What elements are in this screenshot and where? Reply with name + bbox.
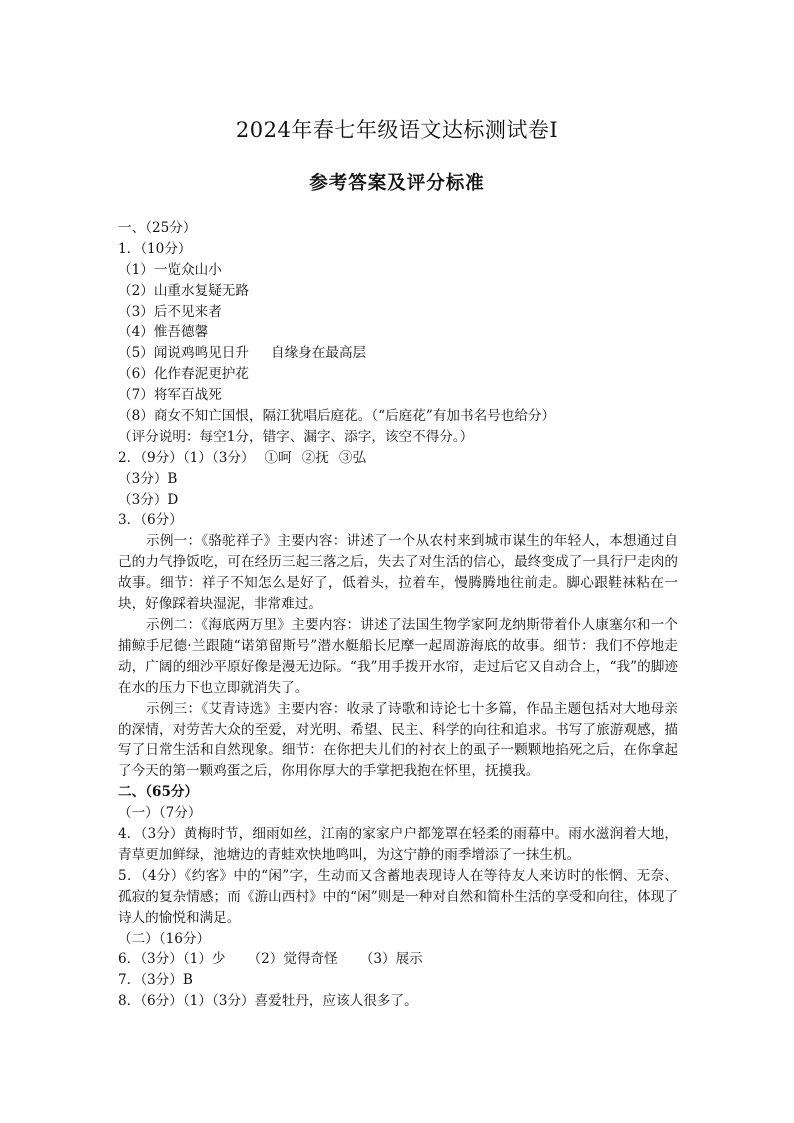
question-1-header: 1．（10分） [118, 240, 192, 257]
question-2 [118, 448, 678, 469]
question-2-part-c: （3分）D [118, 491, 179, 508]
page-subtitle: 参考答案及评分标准 [309, 173, 485, 194]
question-2-header: 2．（9分）（1）（3分） [118, 449, 255, 466]
answer-1-5-part-a: （5）闻说鸡鸣见日升 [118, 345, 249, 362]
question-2-part-b: （3分）B [118, 470, 178, 487]
answer-1-4: （4）惟吾德馨 [118, 324, 209, 341]
question-5-answer: 5．（4分）《约客》中的“闲”字，生动而又含蓄地表现诗人在等待友人来访时的怅惘、无奈、孤寂的复杂情感；而《游山西村》中的“闲”则是一种对自然和简朴生活的享受和向往，体现了诗人的愉悦和满足。 [118, 867, 678, 926]
page-title: 2024年春七年级语文达标测试卷Ⅰ [235, 118, 559, 142]
question-6-part-2: （2）觉得奇怪 [247, 951, 338, 968]
example-3-paragraph: 示例三：《艾青诗选》主要内容：收录了诗歌和诗论七十多篇，作品主题包括对大地母亲的深情，对劳苦大众的至爱，对光明、希望、民主、科学的向往和追求。书写了旅游观感，描写了日常生活和自然现象。细节：在你把夫儿们的衬衣上的虱子一颗颗地掐死之后，在你拿起了今天的第一颗鸡蛋之后，你用你厚大的手掌把我抱在怀里，抚摸我。 [118, 700, 678, 780]
scoring-note: （评分说明：每空1分，错字、漏字、添字，该空不得分。） [118, 428, 474, 445]
section-two-header: 二、（65分） [118, 784, 199, 801]
answer-1-1: （1）一览众山小 [118, 261, 222, 278]
part-two-header: （二）（16分） [118, 930, 211, 947]
part-one-header: （一）（7分） [118, 805, 202, 822]
answer-1-7: （7）将军百战死 [118, 387, 222, 404]
question-2-char-1: ①呵 [264, 449, 292, 466]
question-3-header: 3．（6分） [118, 512, 183, 529]
question-6-part-3: （3）展示 [359, 951, 423, 968]
answer-1-5 [118, 343, 678, 364]
question-8-answer: 8．（6分）（1）（3分）喜爱牡丹，应该人很多了。 [118, 993, 418, 1010]
example-2-paragraph: 示例二：《海底两万里》主要内容：讲述了法国生物学家阿龙纳斯带着仆人康塞尔和一个捕鲸手尼德·兰跟随“诺第留斯号”潜水艇船长尼摩一起周游海底的故事。细节：我们不停地走动，广阔的细沙平原好像是漫无边际。“我”用手拨开水帘，走过后它又自动合上，“我”的脚迹在水的压力下也立即就消失了。 [118, 616, 678, 696]
answer-1-8: （8）商女不知亡国恨，隔江犹唱后庭花。（“后庭花”有加书名号也给分） [118, 408, 556, 425]
example-1-paragraph: 示例一：《骆驼祥子》主要内容：讲述了一个从农村来到城市谋生的年轻人，本想通过自己的力气挣饭吃，可在经历三起三落之后，失去了对生活的信心，最终变成了一具行尸走肉的故事。细节：祥子不知怎么是好了，低着头，拉着车，慢腾腾地往前走。脚心跟鞋袜粘在一块，好像踩着块湿泥，非常难过。 [118, 533, 678, 613]
answer-1-3: （3）后不见来者 [118, 303, 222, 320]
question-4-answer: 4．（3分）黄梅时节，细雨如丝，江南的家家户户都笼罩在轻柔的雨幕中。雨水滋润着大地，青草更加鲜绿，池塘边的青蛙欢快地鸣叫，为这宁静的雨季增添了一抹生机。 [118, 826, 678, 863]
answer-1-6: （6）化作春泥更护花 [118, 366, 249, 383]
question-2-char-2: ②抚 [301, 449, 329, 466]
section-one-header: 一、（25分） [118, 220, 197, 236]
question-6-part-1: 6．（3分）（1）少 [118, 951, 226, 968]
answer-body [118, 218, 678, 1012]
question-6-answer [118, 949, 678, 970]
answer-1-2: （2）山重水复疑无路 [118, 282, 249, 299]
question-7-answer: 7．（3分）B [118, 972, 193, 989]
question-2-char-3: ③弘 [338, 449, 367, 466]
answer-1-5-part-b: 自缘身在最高层 [271, 345, 367, 362]
